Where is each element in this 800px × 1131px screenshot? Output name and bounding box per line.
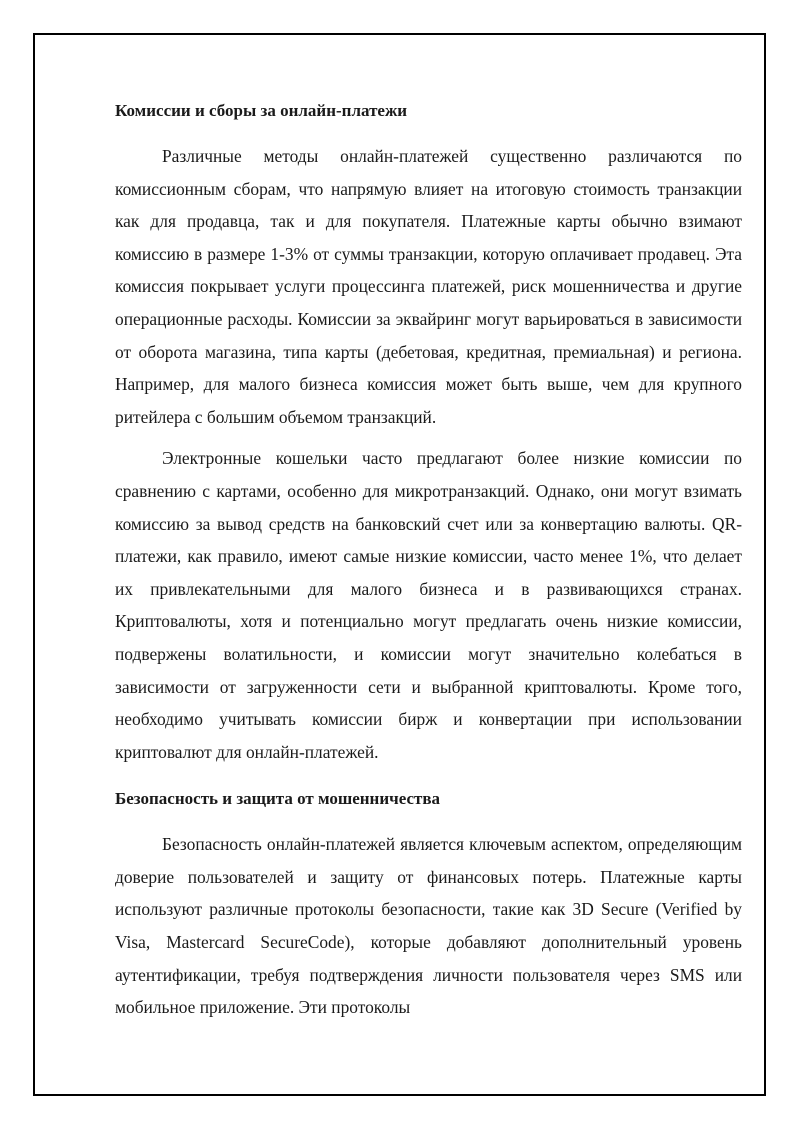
document-body — [115, 98, 742, 1024]
paragraph: Безопасность онлайн-платежей является ключевым аспектом, определяющим доверие пользователей и защиту от финансовых потерь. Платежные карты используют различные протоколы безопасности, такие как 3D Secure (Verified by Visa, Mastercard SecureCode), которые добавляют дополнительный уровень аутентификации, требуя подтверждения личности пользователя через SMS или мобильное приложение. Эти протоколы — [115, 834, 742, 1018]
section-heading-security: Безопасность и защита от мошенничества — [115, 789, 441, 809]
section-heading-fees: Комиссии и сборы за онлайн-платежи — [115, 101, 408, 120]
paragraph: Электронные кошельки часто предлагают более низкие комиссии по сравнению с картами, особенно для микротранзакций. Однако, они могут взимать комиссию за вывод средств на банковский счет или за конвертацию валюты. QR-платежи, как правило, имеют самые низкие комиссии, часто менее 1%, что делает их привлекательными для малого бизнеса и в развивающихся странах. Криптовалюты, хотя и потенциально могут предлагать очень низкие комиссии, подвержены волатильности, и комиссии могут значительно колебаться в зависимости от загруженности сети и выбранной криптовалюты. Кроме того, необходимо учитывать комиссии бирж и конвертации при использовании криптовалют для онлайн-платежей. — [115, 448, 742, 762]
paragraph: Различные методы онлайн-платежей существенно различаются по комиссионным сборам, что напрямую влияет на итоговую стоимость транзакции как для продавца, так и для покупателя. Платежные карты обычно взимают комиссию в размере 1-3% от суммы транзакции, которую оплачивает продавец. Эта комиссия покрывает услуги процессинга платежей, риск мошенничества и другие операционные расходы. Комиссии за эквайринг могут варьироваться в зависимости от оборота магазина, типа карты (дебетовая, кредитная, премиальная) и региона. Например, для малого бизнеса комиссия может быть выше, чем для крупного ритейлера с большим объемом транзакций. — [115, 146, 742, 427]
